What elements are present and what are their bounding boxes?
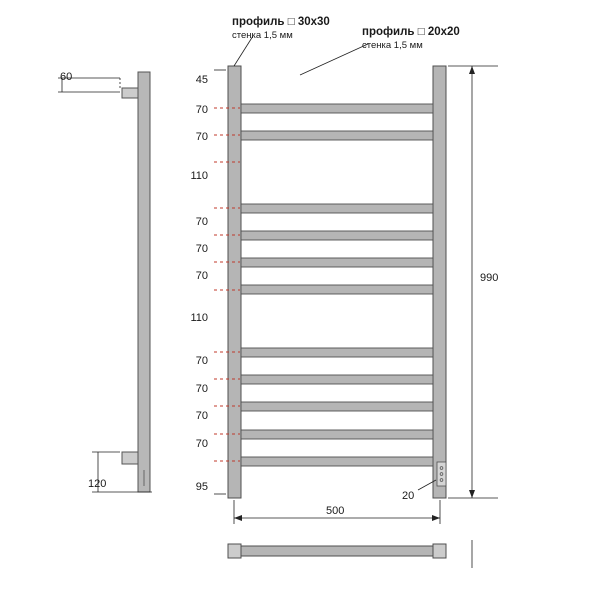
dimension-label-v-8: 70 — [195, 355, 208, 367]
dimension-label-20: 20 — [402, 490, 415, 502]
dimension-label-v-11: 70 — [195, 438, 208, 450]
dimension-label-60: 60 — [60, 71, 73, 83]
profile-note-20x20-title: профиль □ 20x20 — [362, 26, 460, 38]
dimension-label-500: 500 — [326, 505, 345, 517]
profile-note-30x30-title: профиль □ 30x30 — [232, 16, 330, 28]
dimension-label-v-0: 45 — [195, 74, 208, 86]
dimension-label-v-6: 70 — [195, 270, 208, 282]
dimension-chain-left — [214, 70, 226, 494]
dimension-label-v-10: 70 — [195, 410, 208, 422]
front-view — [228, 66, 446, 498]
profile-note-30x30-subtitle: стенка 1,5 мм — [232, 30, 293, 41]
side-view — [122, 72, 150, 492]
dimension-label-v-5: 70 — [195, 243, 208, 255]
top-view — [228, 540, 472, 568]
dimension-label-v-2: 70 — [195, 131, 208, 143]
dimension-label-990: 990 — [480, 272, 499, 284]
dimension-label-v-4: 70 — [195, 216, 208, 228]
dimension-label-v-12: 95 — [195, 481, 208, 493]
profile-note-20x20-subtitle: стенка 1,5 мм — [362, 40, 423, 51]
dimension-label-v-9: 70 — [195, 383, 208, 395]
dimension-label-v-3: 110 — [190, 170, 208, 182]
dimension-label-v-7: 110 — [190, 312, 208, 324]
dimension-label-v-1: 70 — [195, 104, 208, 116]
dimension-label-120: 120 — [88, 478, 107, 490]
